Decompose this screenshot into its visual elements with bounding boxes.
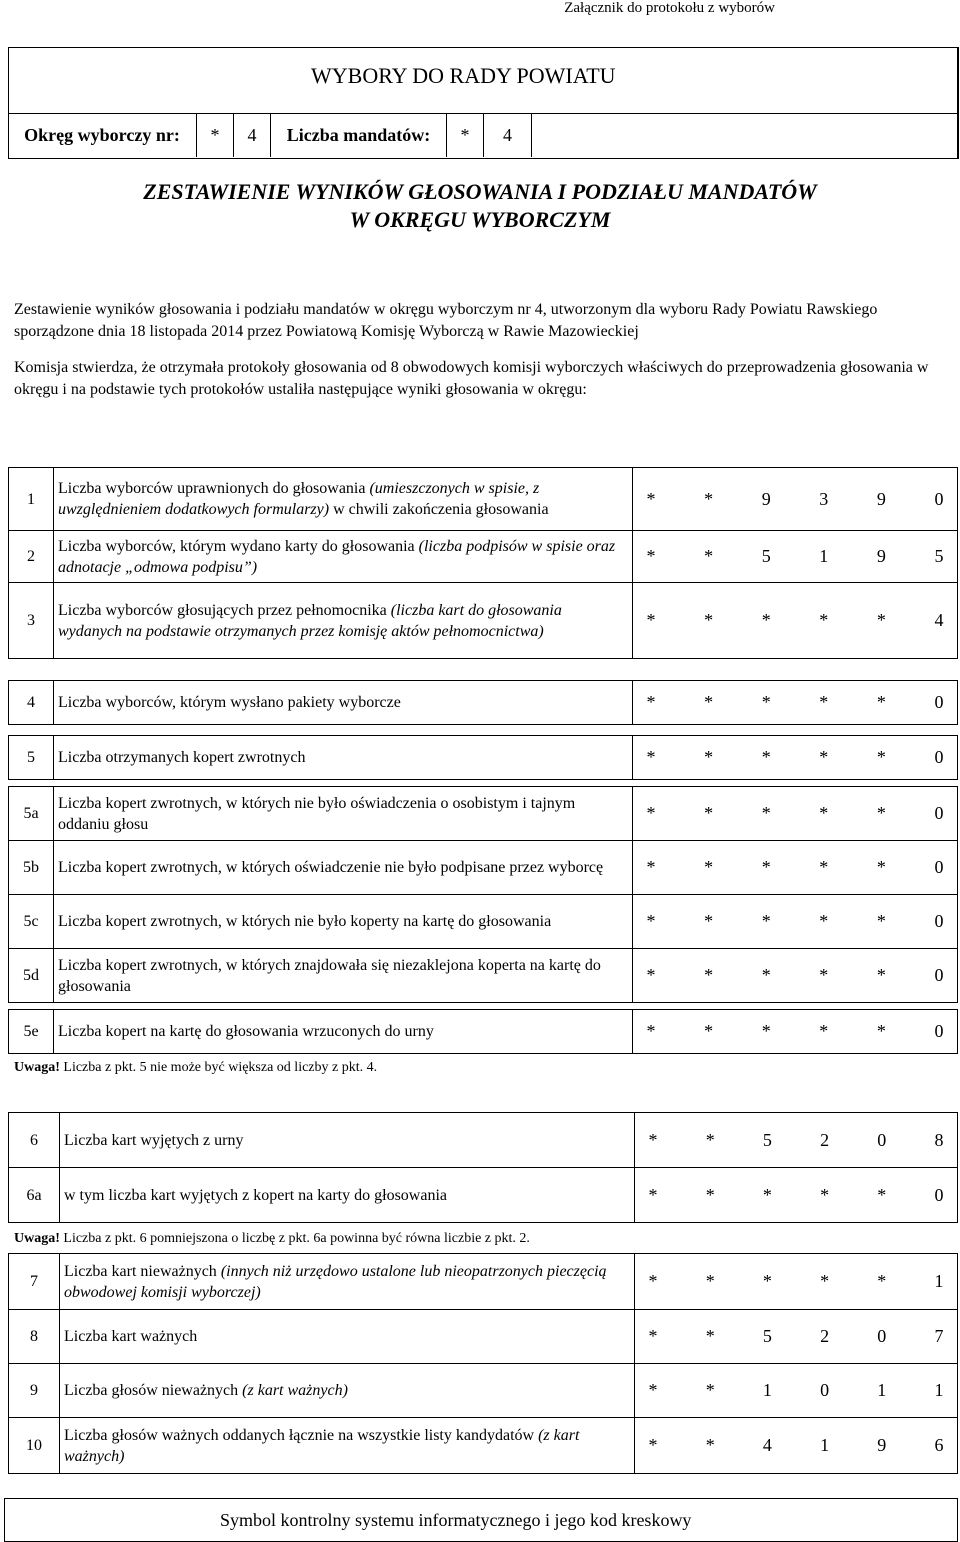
row-number: 5d [9,949,54,1003]
table-row [9,895,958,949]
results-table-5x [8,786,958,1003]
district-digit: 4 [234,113,271,157]
intro-paragraph-1: Zestawienie wyników głosowania i podziału mandatów w okręgu wyborczym nr 4, utworzonym dla wyboru Rady Powiatu Rawskiego sporządzone dnia 18 listopada 2014 przez Powiatową Komisję Wyborczą w Rawie Mazowieckiej [14,301,878,340]
row-number: 4 [9,681,54,725]
results-table-a [8,467,958,659]
row-value: * * * * * 0 [633,787,958,841]
row-label: Liczba kart wyjętych z urny [60,1113,635,1168]
row-value: * * * * * 4 [633,583,958,659]
table-row [9,1168,958,1223]
note-2: Uwaga! Liczba z pkt. 6 pomniejszona o liczbę z pkt. 6a powinna być równa liczbie z pkt. 2. [14,1231,530,1246]
row-number: 5c [9,895,54,949]
row-number: 9 [9,1364,60,1418]
row-number: 6a [9,1168,60,1223]
table-row [9,949,958,1003]
row-label: Liczba kart ważnych [60,1310,635,1364]
district-digit: * [197,113,234,157]
row-label: Liczba głosów ważnych oddanych łącznie na wszystkie listy kandydatów (z kart ważnych) [60,1418,635,1474]
results-table-6 [8,1112,958,1223]
mandates-digit: * [447,113,484,157]
election-title: WYBORY DO RADY POWIATU [311,63,616,88]
results-table-row5e [8,1009,958,1054]
row-value: * * 5 1 9 5 [633,531,958,583]
row-label: Liczba kart nieważnych (innych niż urzędowo ustalone lub nieopatrzonych pieczęcią obwodowej komisji wyborczej) [60,1254,635,1310]
row-value: * * * * * 0 [633,1010,958,1054]
row-number: 5b [9,841,54,895]
row-value: * * * * * 0 [633,949,958,1003]
row-value: * * 9 3 9 0 [633,468,958,531]
row-value: * * 1 0 1 1 [635,1364,958,1418]
table-row [9,1254,958,1310]
row-number: 5a [9,787,54,841]
row-label: Liczba wyborców uprawnionych do głosowania (umieszczonych w spisie, z uwzględnieniem dodatkowych formularzy) w chwili zakończenia głosowania [54,468,633,531]
table-row [9,1113,958,1168]
row-label: w tym liczba kart wyjętych z kopert na karty do głosowania [60,1168,635,1223]
row-label: Liczba wyborców, którym wydano karty do głosowania (liczba podpisów w spisie oraz adnotacje „odmowa podpisu”) [54,531,633,583]
results-table-row4 [8,680,958,725]
table-row [9,841,958,895]
row-value: * * * * * 0 [633,681,958,725]
row-value: * * * * * 0 [633,736,958,780]
row-label: Liczba kopert zwrotnych, w których oświadczenie nie było podpisane przez wyborcę [54,841,633,895]
mandates-label: Liczba mandatów: [271,113,447,157]
note-1: Uwaga! Liczba z pkt. 5 nie może być większa od liczby z pkt. 4. [14,1060,378,1075]
barcode-label: Symbol kontrolny systemu informatycznego i jego kod kreskowy [220,1510,692,1530]
intro-paragraph-2: Komisja stwierdza, że otrzymała protokoły głosowania od 8 obwodowych komisji wyborczych właściwych do przeprowadzenia głosowania w okręgu i na podstawie tych protokołów ustaliła następujące wyniki głosowania w okręgu: [14,359,929,398]
results-table-row5 [8,735,958,780]
row-label: Liczba otrzymanych kopert zwrotnych [54,736,633,780]
district-label: Okręg wyborczy nr: [8,113,197,157]
row-label: Liczba kopert zwrotnych, w których znajdowała się niezaklejona koperta na kartę do głosowania [54,949,633,1003]
table-row [9,1310,958,1364]
row-label: Liczba kopert na kartę do głosowania wrzuconych do urny [54,1010,633,1054]
table-row [9,1364,958,1418]
table-row [9,681,958,725]
row-number: 7 [9,1254,60,1310]
results-table-7-10 [8,1253,958,1474]
row-number: 6 [9,1113,60,1168]
row-value: * * 5 2 0 7 [635,1310,958,1364]
table-row [9,1010,958,1054]
row-value: * * * * * 0 [633,841,958,895]
table-row [9,468,958,531]
row-label: Liczba wyborców głosujących przez pełnomocnika (liczba kart do głosowania wydanych na podstawie otrzymanych przez komisję aktów pełnomocnictwa) [54,583,633,659]
main-title-line2: W OKRĘGU WYBORCZYM [349,207,611,232]
row-number: 3 [9,583,54,659]
row-value: * * 5 2 0 8 [635,1113,958,1168]
row-label: Liczba kopert zwrotnych, w których nie było koperty na kartę do głosowania [54,895,633,949]
row-label: Liczba głosów nieważnych (z kart ważnych) [60,1364,635,1418]
mandates-digit: 4 [484,113,532,157]
row-label: Liczba kopert zwrotnych, w których nie było oświadczenia o osobistym i tajnym oddaniu głosu [54,787,633,841]
row-number: 5e [9,1010,54,1054]
row-number: 8 [9,1310,60,1364]
row-number: 10 [9,1418,60,1474]
attachment-note: Załącznik do protokołu z wyborów [564,0,775,16]
row-value: * * * * * 1 [635,1254,958,1310]
table-row [9,787,958,841]
row-number: 5 [9,736,54,780]
row-number: 2 [9,531,54,583]
row-value: * * 4 1 9 6 [635,1418,958,1474]
main-title-line1: ZESTAWIENIE WYNIKÓW GŁOSOWANIA I PODZIAŁU MANDATÓW [143,179,817,204]
table-row [9,531,958,583]
table-row [9,736,958,780]
table-row [9,1418,958,1474]
table-row [9,583,958,659]
row-number: 1 [9,468,54,531]
row-value: * * * * * 0 [635,1168,958,1223]
row-label: Liczba wyborców, którym wysłano pakiety wyborcze [54,681,633,725]
row-value: * * * * * 0 [633,895,958,949]
